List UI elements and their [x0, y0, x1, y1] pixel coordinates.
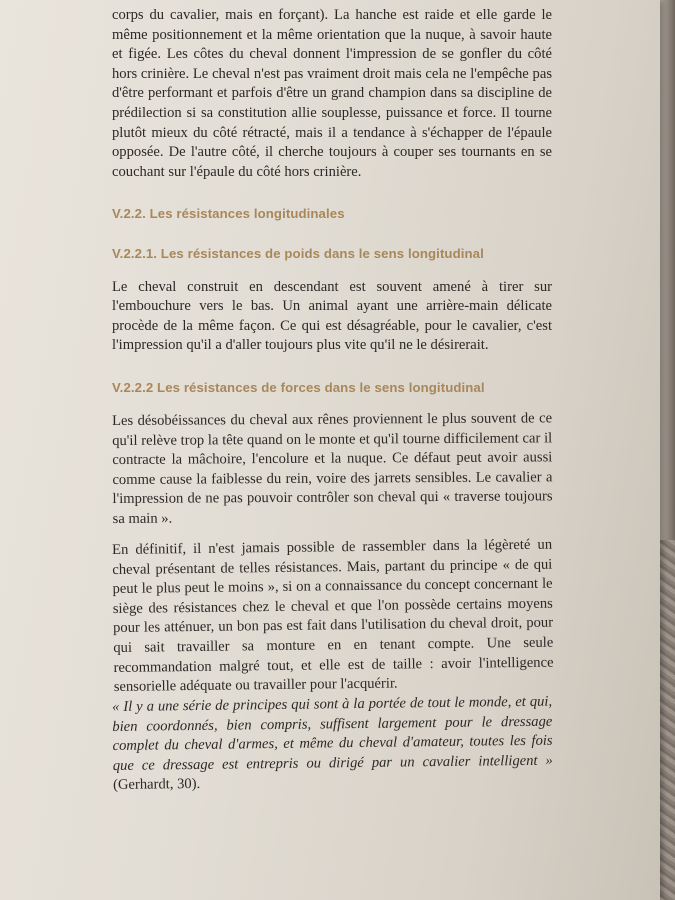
quote-citation: (Gerhardt, 30).	[112, 776, 201, 794]
quote-block	[112, 692, 553, 795]
top-paragraph: corps du cavalier, mais en forçant). La hanche est raide et elle garde le même positionnement et la même orientation que la nuque, à savoir haute et figée. Les côtes du cheval donnent l'impression de se gonfler du côté hors crinière. Le cheval n'est pas vraiment droit mais cela ne l'empêche pas d'être performant et parfois d'être un grand champion dans sa discipline de prédilection si sa constitution allie souplesse, puissance et force. Il tourne plutôt mieux du côté rétracté, mais il a tendance à s'échapper de l'épaule opposée. De l'autre côté, il cherche toujours à couper ses tournants en se couchant sur l'épaule du côté hors crinière.	[112, 7, 552, 180]
section-heading: V.2.2. Les résistances longitudinales	[112, 206, 345, 222]
subsection-2-heading: V.2.2.2 Les résistances de forces dans le sens longitudinal	[112, 379, 485, 395]
subsection-1-paragraph: Le cheval construit en descendant est souvent amené à tirer sur l'embouchure vers le bas. Un animal ayant une arrière-main délicate procède de la même façon. Ce qui est désagréable, pour le cavalier, c'est l'impression qu'il a d'aller toujours plus vite qu'il ne le désirerait.	[112, 278, 552, 354]
subsection-1-heading: V.2.2.1. Les résistances de poids dans le sens longitudinal	[112, 245, 484, 261]
subsection-2-paragraph: Les désobéissances du cheval aux rênes proviennent le plus souvent de ce qu'il relève trop la tête quand on le monte et qu'il tourne difficilement car il contracte la mâchoire, l'encolure et la nuque. Ce défaut peut avoir aussi comme cause la faiblesse du rein, voire des jarrets sensibles. Le cavalier a l'impression de ne pas pouvoir contrôler son cheval qui « traverse toujours sa main ».	[112, 409, 553, 527]
page-content	[112, 6, 552, 796]
quote-text: « Il y a une série de principes qui sont à la portée de tout le monde, et qui, bien coordonnés, bien compris, suffisent largement pour le dressage complet du cheval d'armes, et même du cheval d'amateur, toutes les fois que ce dressage est entrepris ou dirigé par un cavalier intelligent »	[112, 693, 553, 774]
conclusion-paragraph: En définitif, il n'est jamais possible de rassembler dans la légèreté un cheval présentant de telles résistances. Mais, partant du principe « de qui peut le plus peut le moins », si on a connaissance du concept concernant le siège des résistances chez le cheval et que l'on possède certains moyens pour les atténuer, un bon pas est fait dans l'utilisation du cheval droit, pour qui sait travailler sa monture en en tenant compte. Une seule recommandation malgré tout, et elle est de taille : avoir l'intelligence sensorielle adéquate ou travailler pour l'acquérir.	[112, 536, 554, 696]
